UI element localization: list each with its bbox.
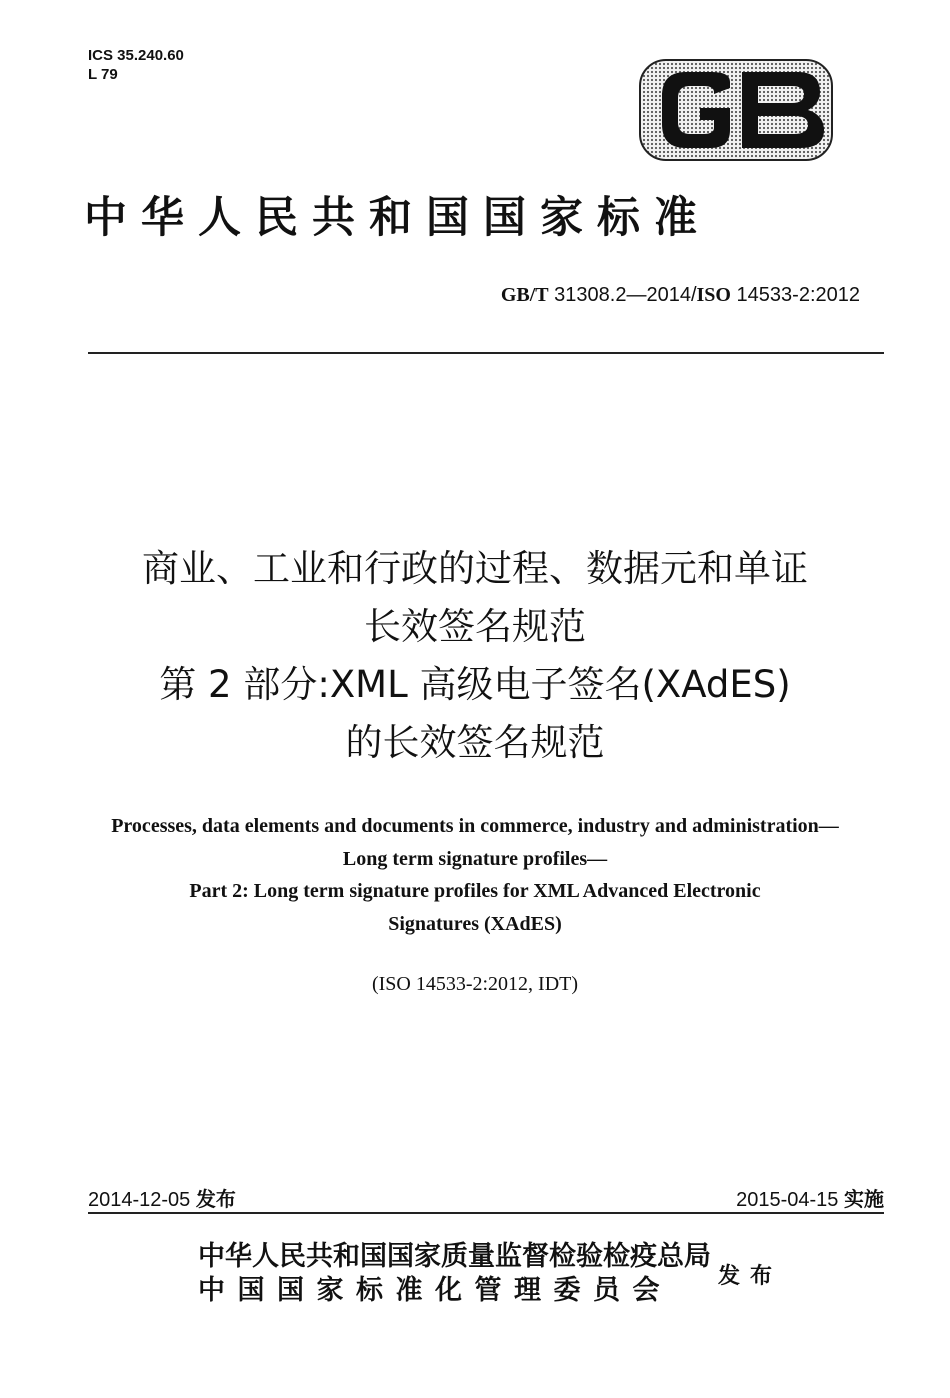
iso-reference: (ISO 14533-2:2012, IDT) [371, 973, 579, 995]
english-title-line: Processes, data elements and documents in commerce, industry and administration— [111, 815, 839, 837]
ccs-code: L 79 [88, 66, 118, 83]
standard-number-main: 31308.2—2014/ [554, 284, 697, 306]
implementation-date [736, 1183, 884, 1212]
implementation-date-label: 实施 [844, 1187, 884, 1211]
issuer-sac: 中国国家标准化管理委员会 [198, 1275, 672, 1306]
publication-date-label: 发布 [195, 1187, 236, 1211]
english-title [60, 810, 890, 940]
implementation-date-value: 2015-04-15 [736, 1189, 839, 1211]
english-title-line: Signatures (XAdES) [388, 912, 562, 935]
publication-date-value: 2014-12-05 [88, 1189, 191, 1211]
issue-label: 发布 [718, 1263, 783, 1289]
standard-number-iso: 14533-2:2012 [736, 284, 860, 306]
classification-codes [88, 46, 184, 84]
issuing-authorities [198, 1240, 711, 1308]
top-divider [88, 352, 884, 354]
english-title-line: Part 2: Long term signature profiles for XML Advanced Electronic [189, 880, 761, 902]
bottom-divider [88, 1212, 884, 1214]
chinese-title-line: 长效签名规范 [364, 605, 586, 648]
standard-number-iso-prefix: ISO [696, 284, 731, 306]
standard-number-prefix: GB/T [500, 284, 549, 306]
standard-number [501, 284, 860, 307]
chinese-title-line: 第 2 部分:XML 高级电子签名(XAdES) [159, 663, 791, 706]
english-title-line: Long term signature profiles— [342, 847, 608, 870]
standard-title: 中华人民共和国国家标准 [84, 193, 711, 243]
chinese-title-line: 的长效签名规范 [345, 721, 605, 764]
issuer-aqsiq: 中华人民共和国国家质量监督检验检疫总局 [198, 1241, 711, 1272]
publication-date [88, 1183, 236, 1212]
gb-logo [638, 58, 834, 162]
ics-code: ICS 35.240.60 [88, 47, 184, 64]
chinese-title [60, 540, 890, 772]
chinese-title-line: 商业、工业和行政的过程、数据元和单证 [142, 547, 808, 590]
